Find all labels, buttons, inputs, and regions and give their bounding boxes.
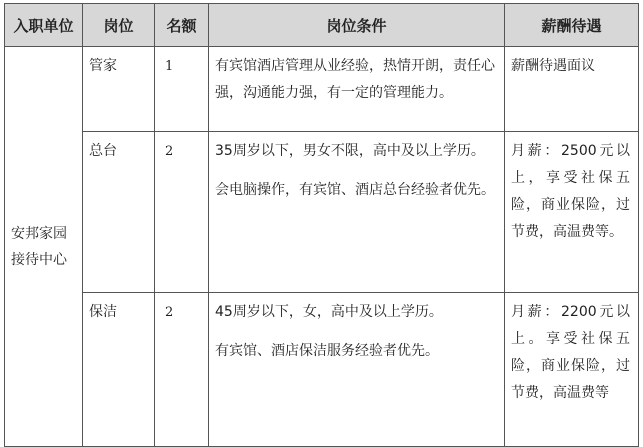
unit-name-line1: 安邦家园 [11,225,67,242]
condition-text: 45周岁以下，女，高中及以上学历。 [215,304,443,320]
salary-cell: 月薪：2200元以上。享受社保五险，商业保险，过节费，高温费等 [505,293,639,447]
header-unit: 入职单位 [5,4,83,47]
position-cell: 管家 [83,47,155,132]
position-cell: 保洁 [83,293,155,447]
table-row [5,132,639,293]
header-row [5,4,639,47]
unit-name-line2: 接待中心 [11,251,67,268]
count-cell: 2 [155,293,209,447]
conditions-cell [209,293,505,447]
condition-text: 会电脑操作，有宾馆、酒店总台经验者优先。 [215,182,495,198]
count-cell: 1 [155,47,209,132]
position-cell: 总台 [83,132,155,293]
condition-text: 有宾馆酒店管理从业经验，热情开朗，责任心强，沟通能力强，有一定的管理能力。 [215,58,495,101]
table-row [5,293,639,447]
recruitment-table [4,3,639,447]
header-position: 岗位 [83,4,155,47]
conditions-cell [209,132,505,293]
header-salary: 薪酬待遇 [505,4,639,47]
header-conditions: 岗位条件 [209,4,505,47]
count-cell: 2 [155,132,209,293]
table-row [5,47,639,132]
salary-cell: 月薪：2500元以上，享受社保五险，商业保险，过节费，高温费等。 [505,132,639,293]
condition-text: 有宾馆、酒店保洁服务经验者优先。 [215,343,439,359]
salary-cell: 薪酬待遇面议 [505,47,639,132]
unit-cell [5,47,83,447]
condition-text: 35周岁以下，男女不限，高中及以上学历。 [215,143,485,159]
header-count: 名额 [155,4,209,47]
conditions-cell [209,47,505,132]
